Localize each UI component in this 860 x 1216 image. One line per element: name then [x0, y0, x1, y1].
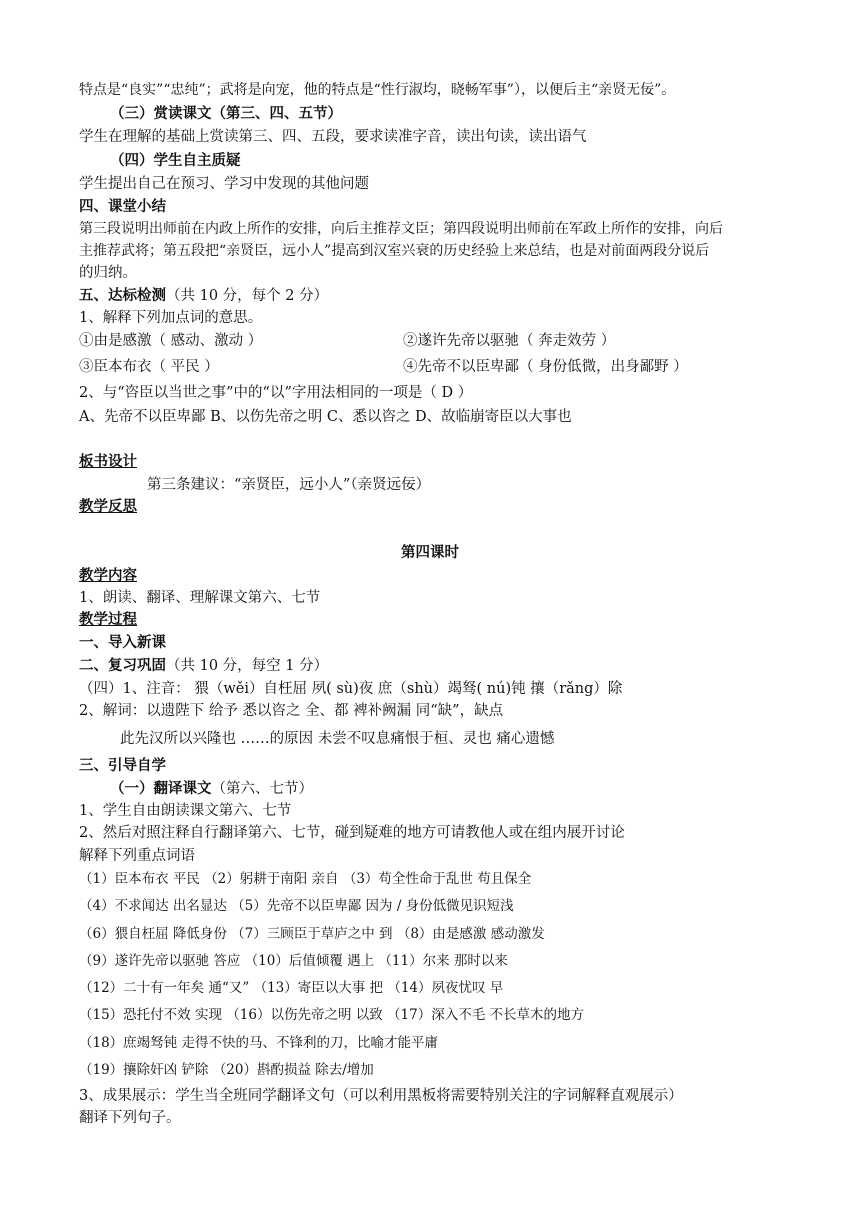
- vocab-row: （15）恐托付不效 实现 （16）以伤先帝之明 以致 （17）深入不毛 不长草木的地方: [79, 1007, 584, 1023]
- score-note: （共 10 分，每空 1 分）: [166, 658, 329, 674]
- section-heading: 五、达标检测: [79, 287, 166, 304]
- section-heading: 教学内容: [79, 567, 137, 584]
- vocab-row: （1）臣本布衣 平民 （2）躬耕于南阳 亲自 （3）苟全性命于乱世 苟且保全: [79, 871, 532, 887]
- text-line: 2、与“咨臣以当世之事”中的“以”字用法相同的一项是（ D ）: [79, 385, 473, 401]
- text-line: 此先汉所以兴隆也 ……的原因 未尝不叹息痛恨于桓、灵也 痛心遗憾: [120, 731, 555, 747]
- vocab-row: （18）庶竭驽钝 走得不快的马、不锋利的刀，比喻才能平庸: [79, 1035, 438, 1051]
- vocab-row: （4）不求闻达 出名显达 （5）先帝不以臣卑鄙 因为 / 身份低微见识短浅: [79, 898, 514, 914]
- text-line: 2、解词：以遗陛下 给予 悉以咨之 全、都 裨补阙漏 同“缺”，缺点: [79, 703, 504, 719]
- text-line: 2、然后对照注释自行翻译第六、七节，碰到疑难的地方可请教他人或在组内展开讨论: [79, 825, 625, 841]
- text-line: 1、朗读、翻译、理解课文第六、七节: [79, 590, 321, 606]
- section-heading: 一、导入新课: [79, 634, 166, 651]
- text-line: ②遂许先帝以驱驰（ 奔走效劳 ）: [403, 333, 616, 349]
- text-line: 3、成果展示：学生当全班同学翻译文句（可以利用黑板将需要特别关注的字词解释直观展示）: [79, 1088, 683, 1104]
- text-line: 主推荐武将；第五段把“亲贤臣，远小人”提高到汉室兴衰的历史经验上来总结，也是对前面两段分说后: [79, 243, 710, 259]
- score-note: （共 10 分，每个 2 分）: [166, 288, 329, 304]
- text-line: 的归纳。: [79, 265, 137, 281]
- text-note: （第六、七节）: [211, 781, 313, 797]
- text-line: 1、学生自由朗读课文第六、七节: [79, 803, 292, 819]
- section-heading-line: [79, 286, 328, 306]
- text-line: ③臣本布衣（ 平民 ）: [79, 359, 219, 375]
- section-heading-line: [110, 779, 313, 799]
- vocab-row: （9）遂许先帝以驱驰 答应 （10）后值倾覆 遇上 （11）尔来 那时以来: [79, 953, 508, 969]
- vocab-row: （6）猥自枉屈 降低身份 （7）三顾臣于草庐之中 到 （8）由是感激 感动激发: [79, 926, 545, 942]
- text-line: 第三条建议：“亲贤臣，远小人”（亲贤远佞）: [147, 477, 431, 493]
- text-line: 第三段说明出师前在内政上所作的安排，向后主推荐文臣；第四段说明出师前在军政上所作的安排，向后: [79, 221, 723, 237]
- section-heading: 教学过程: [79, 611, 137, 628]
- section-heading: （一）翻译课文: [110, 780, 212, 797]
- text-line: ①由是感激（ 感动、激动 ）: [79, 333, 263, 349]
- lesson-title: 第四课时: [401, 544, 459, 561]
- section-heading: （四）学生自主质疑: [110, 152, 241, 169]
- text-line: 解释下列重点词语: [79, 848, 195, 864]
- text-line: 特点是“良实”“忠纯”；武将是向宠，他的特点是“性行淑均，晓畅军事”），以便后主“亲贤无佞”。: [79, 82, 676, 98]
- text-line: A、先帝不以臣卑鄙 B、以伤先帝之明 C、悉以咨之 D、故临崩寄臣以大事也: [79, 409, 572, 425]
- text-line: 翻译下列句子。: [79, 1110, 181, 1126]
- vocab-row: （19）攘除奸凶 铲除 （20）斟酌损益 除去/增加: [79, 1062, 374, 1078]
- vocab-row: （12）二十有一年矣 通“又” （13）寄臣以大事 把 （14）夙夜忧叹 早: [79, 980, 504, 996]
- text-line: ④先帝不以臣卑鄙（ 身份低微，出身鄙野 ）: [403, 359, 688, 375]
- text-line: 1、解释下列加点词的意思。: [79, 310, 263, 326]
- section-heading: 四、课堂小结: [79, 198, 166, 215]
- section-heading: 板书设计: [79, 453, 137, 470]
- text-line: 学生在理解的基础上赏读第三、四、五段，要求读准字音，读出句读，读出语气: [79, 129, 587, 145]
- text-line: （四）1、注音： 猥（wěi）自枉屈 夙( sù)夜 庶（shù）竭驽( nú)钝 攘（rǎng）除: [79, 681, 623, 697]
- section-heading: （三）赏读课文（第三、四、五节）: [110, 105, 342, 122]
- section-heading: 教学反思: [79, 498, 137, 515]
- section-heading: 二、复习巩固: [79, 657, 166, 674]
- section-heading-line: [79, 656, 328, 676]
- section-heading: 三、引导自学: [79, 757, 166, 774]
- text-line: 学生提出自己在预习、学习中发现的其他问题: [79, 176, 369, 192]
